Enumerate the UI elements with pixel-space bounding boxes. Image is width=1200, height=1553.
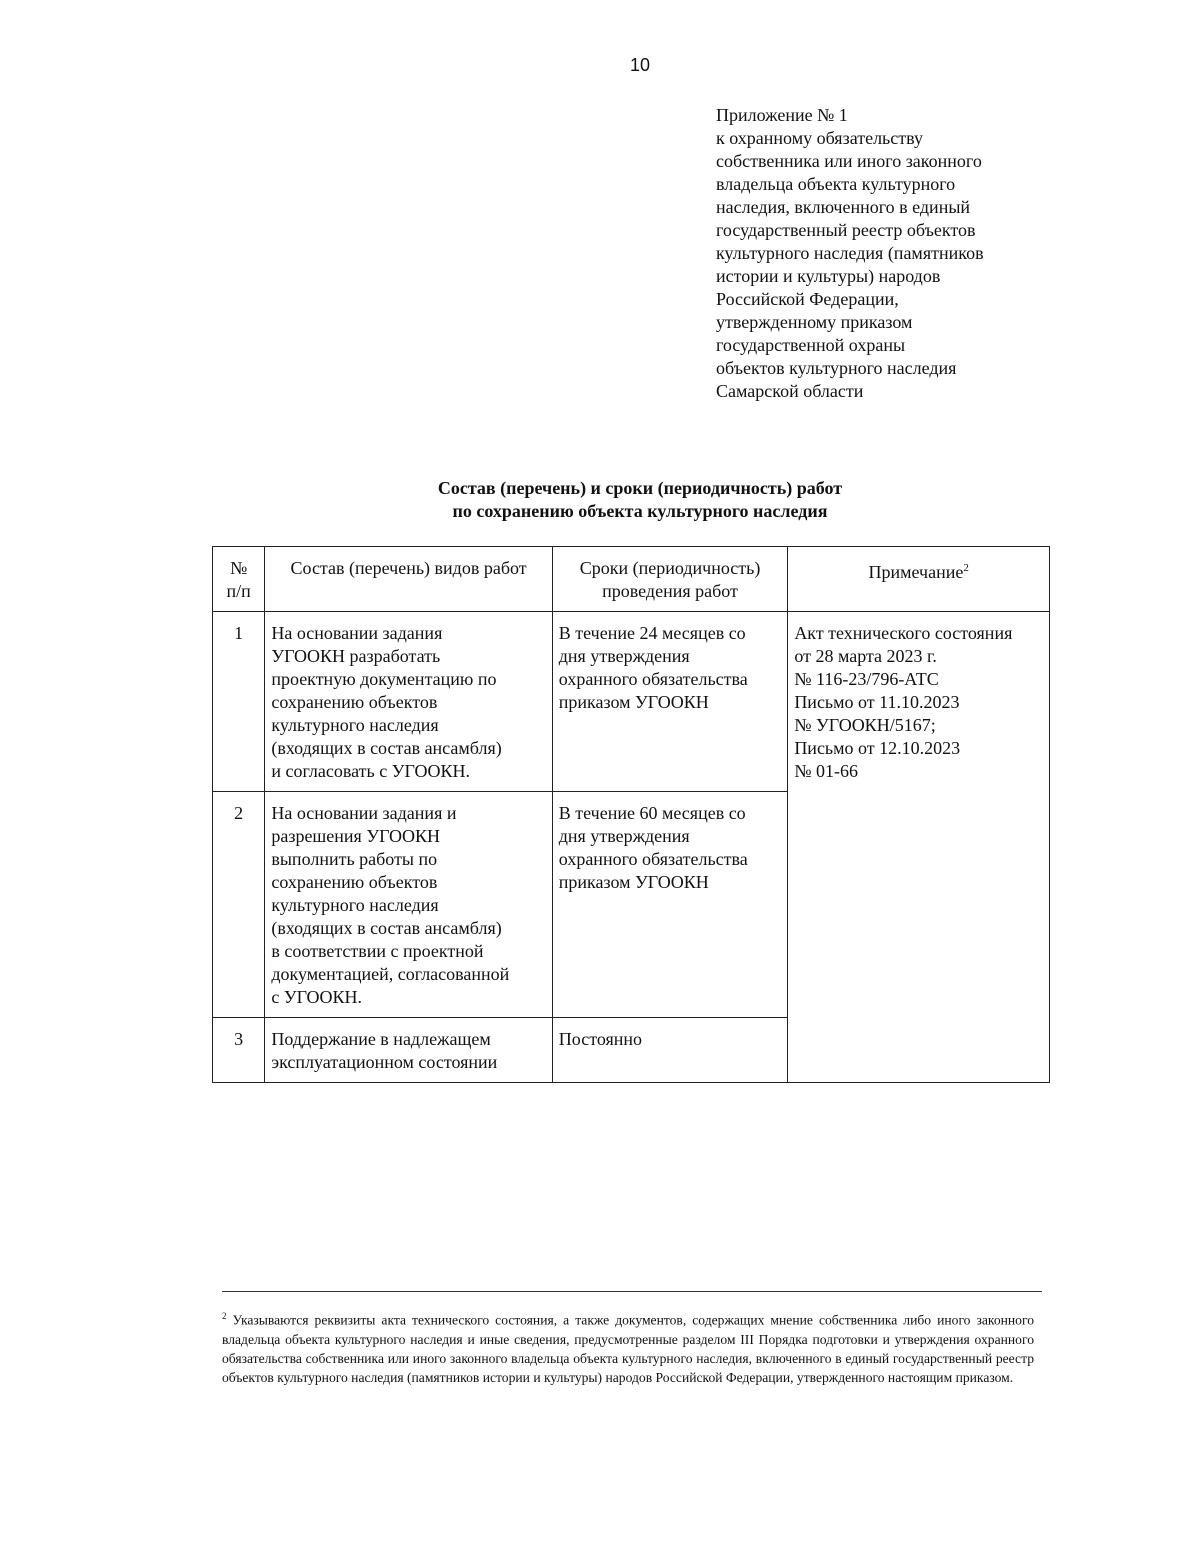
work-line: Поддержание в надлежащем [271,1029,491,1049]
work-line: УГООКН разработать [271,646,441,666]
row-number: 2 [213,792,265,1018]
work-line: (входящих в состав ансамбля) [271,738,502,758]
row-work [265,612,552,792]
footnote-divider [222,1291,1042,1292]
footnote-text: Указываются реквизиты акта технического состояния, а также документов, содержащих мнение собственника либо иного законного владельца объекта культурного наследия и иные сведения, предусмотренные разделом III Порядка подготовки и утверждения охранного обязательства собственника или иного законного владельца объекта культурного наследия, включенного в единый государственный реестр объектов культурного наследия (памятников истории и культуры) народов Российской Федерации, утвержденного настоящим приказом. [222,1312,1034,1385]
term-line: дня утверждения [558,646,690,666]
table-row [213,612,1050,792]
header-note-label: Примечание [868,562,964,582]
work-line: На основании задания и [271,803,457,823]
row-number: 3 [213,1018,265,1083]
footnote-mark: 2 [222,1311,227,1321]
work-line: (входящих в состав ансамбля) [271,918,502,938]
row-term [552,612,788,792]
appendix-line: утвержденному приказом [716,312,913,332]
appendix-header [716,104,1056,403]
work-line: сохранению объектов [271,692,438,712]
note-line: от 28 марта 2023 г. [794,646,937,666]
work-line: выполнить работы по [271,849,438,869]
appendix-line: собственника или иного законного [716,151,982,171]
header-work-label: Состав (перечень) видов работ [290,558,527,578]
row-note [788,612,1050,1083]
appendix-line: владельца объекта культурного [716,174,956,194]
header-work [265,547,552,612]
term-line: охранного обязательства [558,669,748,689]
appendix-line: Российской Федерации, [716,289,899,309]
term-line: В течение 24 месяцев со [558,623,746,643]
row-term [552,1018,788,1083]
appendix-line: Приложение № 1 [716,105,848,125]
term-line: В течение 60 месяцев со [558,803,746,823]
note-line: Письмо от 11.10.2023 [794,692,960,712]
appendix-line: культурного наследия (памятников [716,243,984,263]
appendix-line: государственный реестр объектов [716,220,976,240]
work-line: культурного наследия [271,715,439,735]
work-line: сохранению объектов [271,872,438,892]
appendix-line: государственной охраны [716,335,906,355]
row-number: 1 [213,612,265,792]
work-line: в соответствии с проектной [271,941,484,961]
note-line: № УГООКН/5167; [794,715,936,735]
work-line: культурного наследия [271,895,439,915]
term-line: охранного обязательства [558,849,748,869]
header-term [552,547,788,612]
work-line: проектную документацию по [271,669,497,689]
row-work [265,792,552,1018]
work-line: и согласовать с УГООКН. [271,761,470,781]
appendix-line: Самарской области [716,381,864,401]
work-line: эксплуатационном состоянии [271,1052,498,1072]
header-term-line: проведения работ [602,581,738,601]
work-line: документацией, согласованной [271,964,510,984]
note-line: № 116-23/796-АТС [794,669,939,689]
appendix-line: объектов культурного наследия [716,358,957,378]
footnote [222,1307,1034,1387]
term-line: приказом УГООКН [558,692,709,712]
work-line: На основании задания [271,623,443,643]
header-number-line: п/п [226,581,251,601]
work-line: разрешения УГООКН [271,826,441,846]
row-term [552,792,788,1018]
table-header-row [213,547,1050,612]
note-line: Акт технического состояния [794,623,1013,643]
document-title [300,477,980,523]
header-number [213,547,265,612]
appendix-line: к охранному обязательству [716,128,924,148]
term-line: Постоянно [558,1029,643,1049]
appendix-line: наследия, включенного в единый [716,197,971,217]
document-title-line: Состав (перечень) и сроки (периодичность) работ [437,478,843,498]
document-title-line: по сохранению объекта культурного наследия [452,501,828,521]
header-note [788,547,1050,612]
term-line: дня утверждения [558,826,690,846]
works-table [212,546,1050,1083]
header-term-line: Сроки (периодичность) [579,558,761,578]
appendix-line: истории и культуры) народов [716,266,941,286]
term-line: приказом УГООКН [558,872,709,892]
page-number: 10 [629,55,651,75]
note-line: Письмо от 12.10.2023 [794,738,961,758]
work-line: с УГООКН. [271,987,363,1007]
row-work [265,1018,552,1083]
header-number-line: № [230,558,248,578]
footnote-reference: 2 [963,562,969,574]
note-line: № 01-66 [794,761,858,781]
